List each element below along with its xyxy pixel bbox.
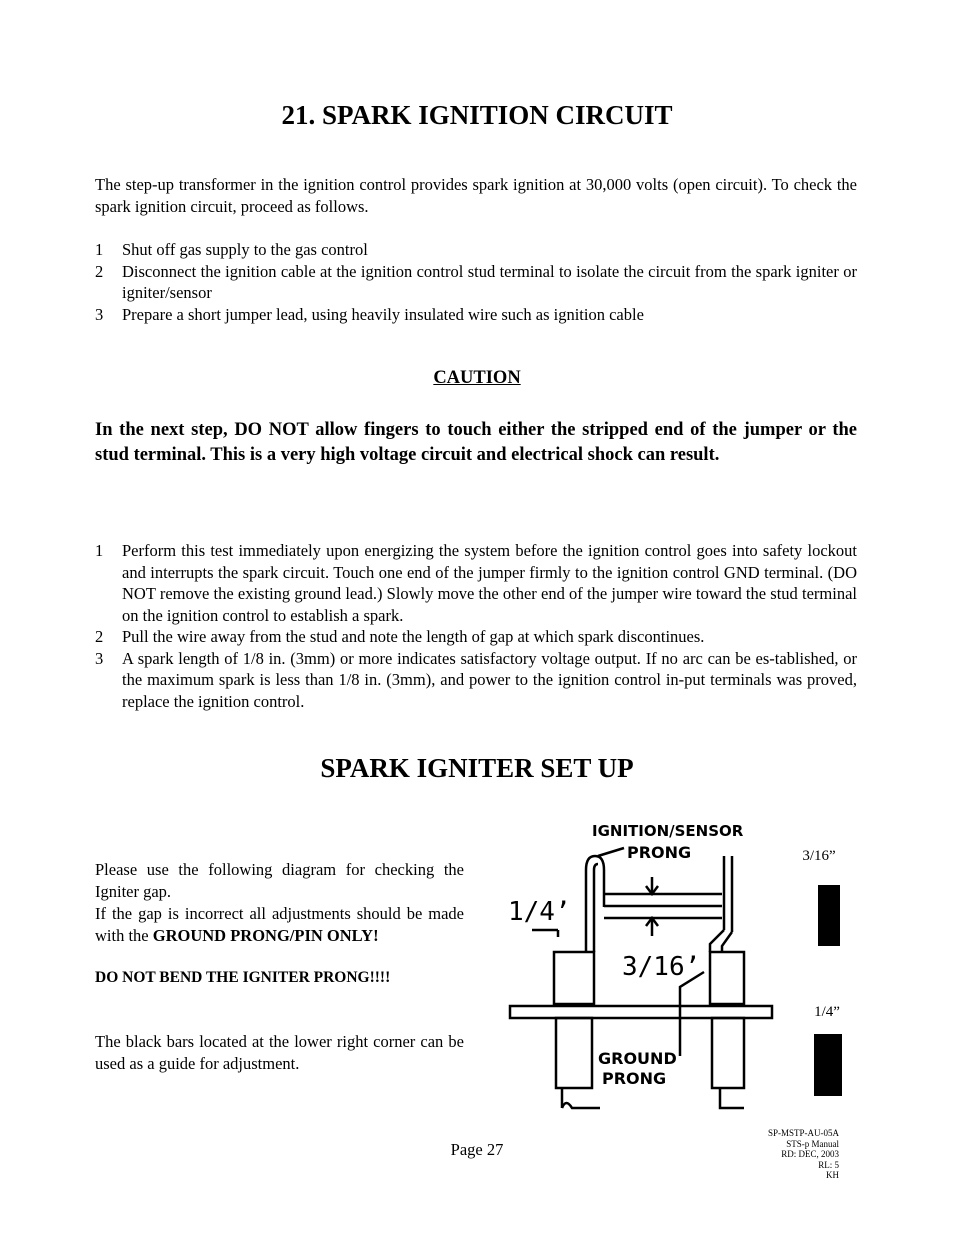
setup-text-1: Please use the following diagram for checking the Igniter gap. [95, 860, 464, 901]
label-prong-top: PRONG [627, 843, 692, 862]
setup-text-2 [95, 903, 464, 947]
list-item [95, 540, 857, 626]
list-item [95, 261, 857, 304]
ignition-leader-line [598, 848, 624, 856]
step-number: 3 [95, 304, 104, 324]
doc-author: KH [826, 1170, 839, 1180]
list-item [95, 304, 857, 326]
setup-instructions [95, 859, 464, 947]
caution-heading: CAUTION [433, 368, 521, 388]
label-prong-bottom: PRONG [602, 1069, 667, 1088]
caution-text: In the next step, DO NOT allow fingers to touch either the stripped end of the jumper or the stud terminal. This is a very high voltage circuit and electrical shock can result. [95, 420, 857, 465]
list-item [95, 239, 857, 261]
label-ground: GROUND [598, 1049, 677, 1068]
right-insulator-upper [710, 952, 744, 1004]
step-text: Perform this test immediately upon energizing the system before the ignition control goes into safety lockout and interrupts the spark circuit. Touch one end of the jumper firmly to the ignition control GND terminal. (DO NOT remove the existing ground lead.) Slowly move the other end of the jumper wire toward the stud terminal on the ignition control to establish a spark. [122, 541, 857, 625]
step-text: A spark length of 1/8 in. (3mm) or more indicates satisfactory voltage output. If no arc can be es-tablished, or the maximum spark is less than 1/8 in. (3mm), and power to the ignition control in-put terminals was proved, replace the ignition control. [122, 648, 857, 711]
guide-bar-3-16 [818, 885, 840, 946]
step-text: Disconnect the ignition cable at the ignition control stud terminal to isolate the circuit from the spark igniter or igniter/sensor [122, 261, 857, 302]
step-number: 1 [95, 240, 104, 259]
doc-code: SP-MSTP-AU-05A [767, 1128, 839, 1138]
step-number: 2 [95, 627, 104, 646]
page-number: Page 27 [450, 1140, 504, 1159]
mounting-bracket [510, 1006, 772, 1018]
right-insulator-lower [712, 1018, 744, 1088]
label-ignition-sensor: IGNITION/SENSOR [592, 822, 744, 840]
document-meta [720, 1128, 839, 1181]
test-steps-list [95, 540, 857, 712]
list-item [95, 626, 857, 648]
igniter-diagram [500, 812, 790, 1117]
prep-steps-list [95, 239, 857, 325]
ground-leader-line [680, 972, 704, 1056]
ignition-prong-inner [594, 864, 598, 870]
right-terminal [720, 1088, 744, 1108]
setup-text-2a: If the gap is incorrect all adjustments should be made with the [95, 904, 464, 945]
guide-bar-label-3-16: 3/16” [802, 848, 836, 864]
guide-bar-label-1-4: 1/4” [814, 1004, 840, 1020]
doc-date: RD: DEC, 2003 [781, 1149, 839, 1159]
setup-text-3: The black bars located at the lower right corner can be used as a guide for adjustment. [95, 1032, 464, 1073]
label-quarter-inch: 1/4’ [508, 897, 571, 927]
section-title: 21. SPARK IGNITION CIRCUIT [281, 100, 673, 130]
doc-manual: STS-p Manual [786, 1138, 839, 1149]
setup-warning: DO NOT BEND THE IGNITER PRONG!!!! [95, 969, 391, 986]
setup-title: SPARK IGNITER SET UP [320, 753, 634, 783]
step-text: Shut off gas supply to the gas control [122, 240, 368, 259]
step-text: Pull the wire away from the stud and note the length of gap at which spark discontinues. [122, 627, 705, 646]
step-number: 3 [95, 648, 104, 668]
left-terminal-foot [562, 1103, 600, 1108]
setup-text-2b: GROUND PRONG/PIN ONLY! [152, 926, 379, 945]
step-number: 1 [95, 541, 104, 560]
label-three-sixteenths: 3/16’ [622, 952, 701, 982]
step-number: 2 [95, 261, 104, 281]
guide-bar-1-4 [814, 1034, 842, 1096]
list-item [95, 648, 857, 713]
left-insulator-upper [554, 952, 594, 1004]
intro-paragraph: The step-up transformer in the ignition control provides spark ignition at 30,000 volts (open circuit). To check the spark ignition circuit, proceed as follows. [95, 175, 857, 216]
step-text: Prepare a short jumper lead, using heavily insulated wire such as ignition cable [122, 304, 644, 324]
ground-prong-bend-outer [722, 932, 732, 952]
left-insulator-lower [556, 1018, 592, 1088]
doc-revision: RL: 5 [818, 1159, 839, 1170]
